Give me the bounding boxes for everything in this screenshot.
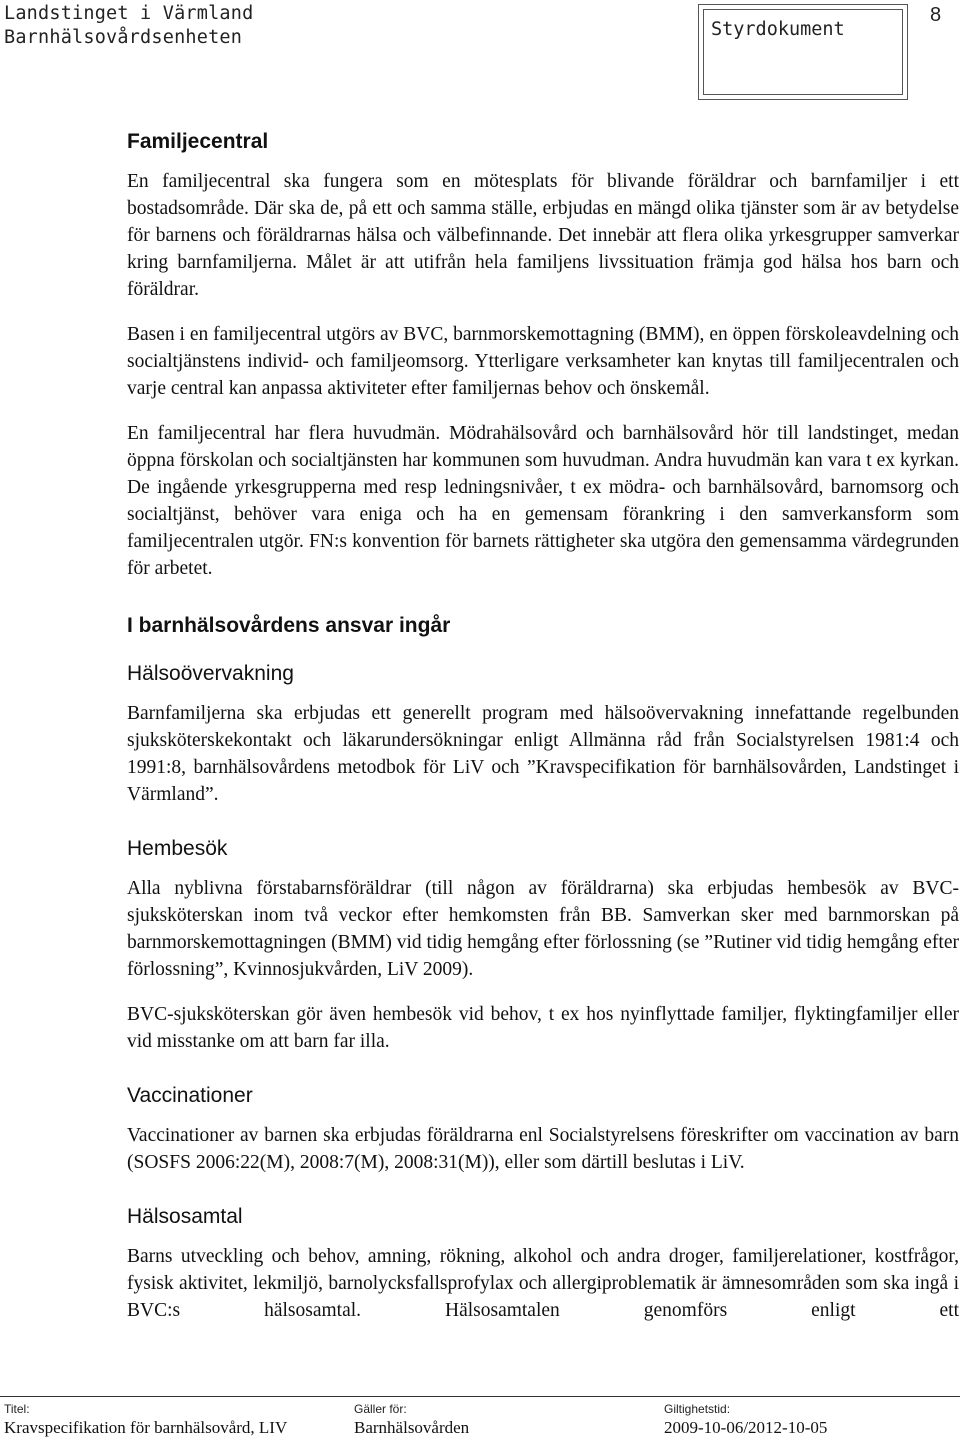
paragraph-vaccinationer: Vaccinationer av barnen ska erbjudas föräldrarna enl Socialstyrelsens föreskrifter om vaccination av barn (SOSFS 2006:22(M), 2008:7(M), 2008:31(M)), eller som därtill beslutas i LiV.: [127, 1125, 959, 1173]
footer-divider: [0, 1396, 960, 1397]
paragraph-hembesok-2: BVC-sjuksköterskan gör även hembesök vid behov, t ex hos nyinflyttade familjer, flyktingfamiljer eller vid misstanke om att barn far illa.: [127, 1004, 959, 1052]
paragraph-familjecentral-2: Basen i en familjecentral utgörs av BVC, barnmorskemottagning (BMM), en öppen förskoleavdelning och socialtjänstens individ- och familjeomsorg. Ytterligare verksamheter kan knytas till familjecentralen och varje central kan anpassa aktiviteter efter familjernas behov och önskemål.: [127, 324, 959, 399]
paragraph-halsoovervakning: Barnfamiljerna ska erbjudas ett generellt program med hälsoövervakning innefattande regelbunden sjuksköterskekontakt och läkarundersökningar enligt Allmänna råd från Socialstyrelsen 1981:4 och 1991:8, barnhälsovårdens metodbok för LiV och ”Kravspecifikation för barnhälsovården, Landstinget i Värmland”.: [127, 703, 959, 805]
page-number: 8: [930, 4, 942, 26]
organization-name: Landstinget i Värmland: [4, 3, 254, 24]
footer-title-value: Kravspecifikation för barnhälsovård, LIV: [4, 1418, 288, 1437]
heading-vaccinationer: Vaccinationer: [127, 1084, 253, 1107]
paragraph-hembesok-1: Alla nyblivna förstabarnsföräldrar (till någon av föräldrarna) ska erbjudas hembesök av BVC-sjuksköterskan inom två veckor efter hemkomsten från BB. Samverkan sker med barnmorskan på barnmorskemottagningen (BMM) vid tidig hemgång efter förlossning (se ”Rutiner vid tidig hemgång efter förlossning”, Kvinnosjukvården, LiV 2009).: [127, 878, 959, 980]
paragraph-halsosamtal: Barns utveckling och behov, amning, rökning, alkohol och andra droger, familjerelationer, kostfrågor, fysisk aktivitet, lekmiljö, barnolycksfallsprofylax och allergiproblematik är ämnesområden som ska ingå i BVC:s hälsosamtal. Hälsosamtalen genomförs enligt ett: [127, 1246, 959, 1321]
footer-validity-value: 2009-10-06/2012-10-05: [664, 1418, 828, 1437]
heading-ansvar: I barnhälsovårdens ansvar ingår: [127, 614, 451, 637]
footer-title-label: Titel:: [4, 1402, 30, 1416]
header-organization: [4, 2, 253, 50]
heading-hembesok: Hembesök: [127, 837, 228, 860]
footer-applies-value: Barnhälsovården: [354, 1418, 470, 1437]
footer-title: [4, 1401, 287, 1439]
footer-validity: [664, 1401, 827, 1439]
heading-familjecentral: Familjecentral: [127, 130, 269, 153]
paragraph-familjecentral-3: En familjecentral har flera huvudmän. Mödrahälsovård och barnhälsovård hör till landstinget, medan öppna förskolan och socialtjänsten har kommunen som huvudman. Andra huvudmän kan vara t ex kyrkan. De ingående yrkesgrupperna med resp ledningsnivåer, t ex mödra- och barnhälsovård, barnomsorg och socialtjänst, behöver vara eniga och ha en gemensam förankring i den samverkansform som familjecentralen utgör. FN:s konvention för barnets rättigheter ska utgöra den gemensamma värdegrunden för arbetet.: [127, 423, 959, 579]
document-type-label: Styrdokument: [711, 19, 845, 40]
footer-applies-label: Gäller för:: [354, 1402, 407, 1416]
heading-halsosamtal: Hälsosamtal: [127, 1205, 243, 1228]
footer-applies-to: [354, 1401, 469, 1439]
document-type-box: [698, 4, 908, 100]
document-body: [127, 128, 959, 1324]
department-name: Barnhälsovårdsenheten: [4, 27, 243, 48]
heading-halsoovervakning: Hälsoövervakning: [127, 662, 294, 685]
paragraph-familjecentral-1: En familjecentral ska fungera som en mötesplats för blivande föräldrar och barnfamiljer i ett bostadsområde. Där ska de, på ett och samma ställe, erbjudas en mängd olika tjänster som är av betydelse för barnens och föräldrarnas hälsa och välbefinnande. Det innebär att flera olika yrkesgrupper samverkar kring barnfamiljerna. Målet är att utifrån hela familjens livssituation främja god hälsa hos barn och föräldrar.: [127, 171, 959, 300]
footer-validity-label: Giltighetstid:: [664, 1402, 731, 1416]
